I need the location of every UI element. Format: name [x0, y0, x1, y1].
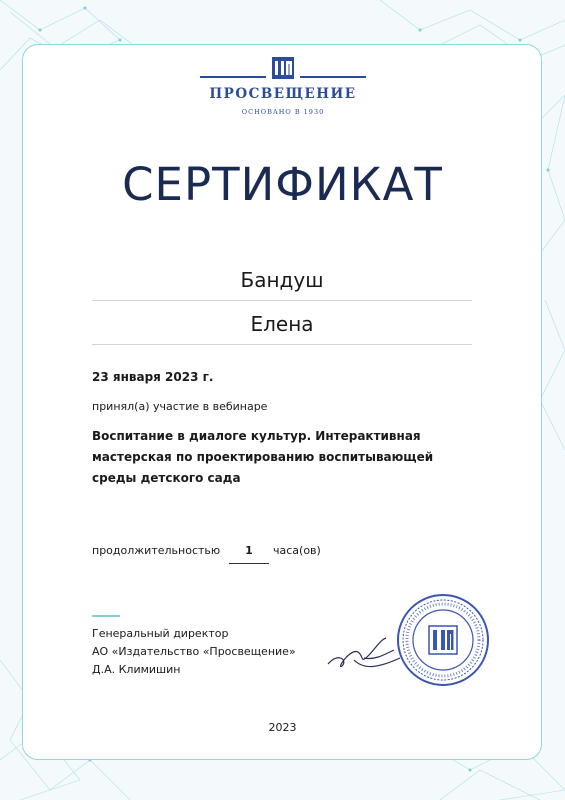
- participation-text: принял(а) участие в вебинаре: [92, 400, 268, 413]
- certificate-year: 2023: [268, 721, 297, 734]
- divider: [92, 300, 472, 301]
- signatory-name: Д.А. Климишин: [92, 663, 181, 676]
- recipient-first-name: Елена: [250, 312, 314, 336]
- handwritten-signature: [324, 630, 404, 674]
- duration-unit: часа(ов): [273, 544, 321, 557]
- publisher-logo: [200, 56, 366, 120]
- publisher-name: ПРОСВЕЩЕНИЕ: [209, 86, 357, 102]
- duration-underline: [229, 563, 269, 564]
- webinar-title-line: среды детского сада: [92, 471, 241, 485]
- publisher-subtitle: ОСНОВАНО В 1930: [241, 108, 325, 116]
- duration-label: продолжительностью: [92, 544, 221, 557]
- webinar-title-line: Воспитание в диалоге культур. Интерактивная: [92, 429, 421, 443]
- signatory-organization: АО «Издательство «Просвещение»: [92, 645, 296, 658]
- signatory-position: Генеральный директор: [92, 627, 229, 640]
- recipient-surname: Бандуш: [240, 268, 324, 292]
- certificate-title: СЕРТИФИКАТ: [122, 158, 443, 211]
- event-date: 23 января 2023 г.: [92, 370, 214, 384]
- official-stamp: [395, 592, 491, 688]
- webinar-title-line: мастерская по проектированию воспитывающей: [92, 450, 434, 464]
- webinar-title: [92, 426, 472, 489]
- divider: [92, 344, 472, 345]
- publisher-logo-icon: [271, 56, 295, 80]
- duration-value: 1: [245, 544, 253, 557]
- accent-line: [92, 615, 120, 617]
